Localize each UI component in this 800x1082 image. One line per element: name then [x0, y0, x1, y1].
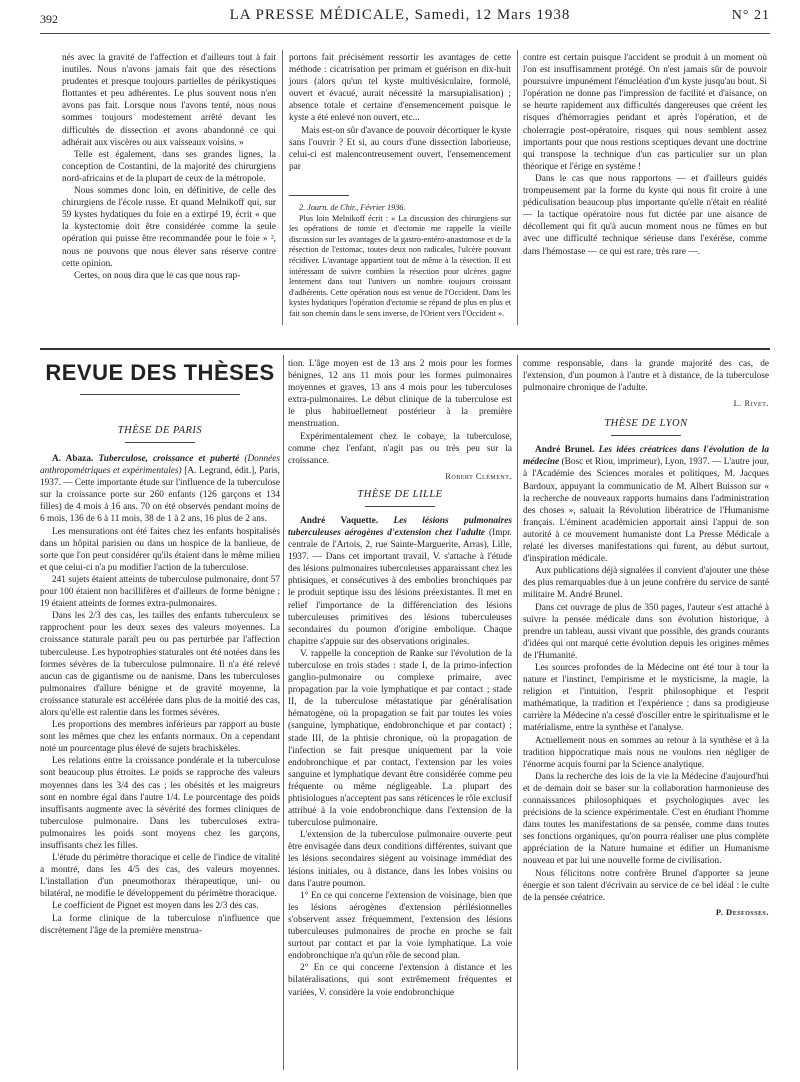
paragraph: Dans le cas que nous rapportons — et d'ailleurs guidés trompeusement par la forme du kyste qui nous fit croire à une pédiculisation beaucoup plus importante qu'elle n'était en réalité — la tactique opératoire nous fut dictée par une aisance de décollement qui fit qu'à aucun moment nous ne fûmes en but avec une difficulté technique sérieuse dans l'exérèse, comme dans l'hémostase — ce qui est rare, très rare —.: [523, 173, 767, 257]
thesis-author: André Brunel.: [535, 445, 595, 456]
title-rule: [80, 394, 240, 395]
thesis-title: Les lésions pulmonaires tuberculeuses aérogènes d'extension chez l'adulte: [288, 515, 513, 538]
top-column-2: [289, 52, 511, 173]
paragraph: comme responsable, dans la grande majorité des cas, de l'extension, d'un poumon à l'autre et à distance, de la tuberculose pulmonaire chronique de l'adulte.: [523, 359, 769, 394]
thesis-lille-heading: THÈSE DE LILLE: [288, 489, 512, 507]
paragraph: Dans cet ouvrage de plus de 350 pages, l'auteur s'est attaché à suivre la pensée médicale dans son évolution historique, à prendre un tableau, aussi vivant que possible, des grands courants d'idées qui ont marqué cette évolution depuis les origines mêmes de l'Humanité.: [523, 602, 769, 661]
paragraph: 241 sujets étaient atteints de tuberculose pulmonaire, dont 57 pour 100 étaient non bacillifères et d'ailleurs de forme bénigne ; 19 étaient atteints de formes extra-pulmonaires.: [40, 574, 280, 610]
issue-number: N° 21: [731, 8, 770, 23]
paragraph: Actuellement nous en sommes au retour à la synthèse et à la tradition hippocratique mais nous ne voulons rien négliger de l'énorme acquis fourni par la Science analytique.: [523, 735, 769, 770]
paragraph: 2° En ce qui concerne l'extension à distance et les bilatéralisations, qui sont extrêmement fréquentes et variées, V. considère la voie endobronchique: [288, 963, 512, 998]
thesis-paris-heading: THÈSE DE PARIS: [40, 425, 280, 443]
section-rule: [40, 348, 770, 350]
paragraph: Certes, on nous dira que le cas que nous rap-: [74, 270, 241, 281]
paragraph: Nous félicitons notre confrère Brunel d'apporter sa jeune énergie et son talent d'écrivain au service de ce bel idéal : le culte de la pensée créatrice.: [523, 868, 769, 903]
thesis-vaquette: [288, 515, 512, 999]
paragraph: 1° En ce qui concerne l'extension de voisinage, bien que les lésions aérogènes d'extension périlésionnelles s'observent assez fréquemment, l'extension des lésions tuberculeuses pulmonaires de proche en proche se fait surtout par contact et par la voie lymphatique. La voie endobronchique n'a qu'un rôle de second plan.: [288, 890, 512, 962]
thesis-author: A. Abaza.: [52, 454, 94, 464]
paragraph: tion. L'âge moyen est de 13 ans 2 mois pour les formes bénignes, 12 ans 11 mois pour les formes pulmonaires moyennes et graves, 13 ans 4 mois pour les tuberculoses extra-pulmonaires. Le début clinique de la tuberculose est le plus habituellement postérieur à la première menstruation.: [288, 359, 512, 430]
thesis-lyon-heading: THÈSE DE LYON: [523, 418, 769, 436]
paragraph: nés avec la gravité de l'affection et d'ailleurs tout à fait inutiles. Nous n'avons jamais fait que des résections prudentes et presque toujours partielles de périkystiques flottantes et peu adhérentes. Le plus souvent nous n'en avons pas fait. Lorsque nous l'avons tenté, nous nous sommes toujours modestement arrêté devant les difficultés de dissection et avons abandonné ce qui adhérait aux viscères ou aux vaisseaux voisins. »: [62, 53, 276, 148]
paragraph: Dans la recherche des lois de la vie la Médecine d'aujourd'hui et de demain doit se baser sur la collaboration harmonieuse des connaissances philosophiques et psychologiques avec les précisions de la science expérimentale. C'est en étudiant l'homme dans toutes les manifestations de sa pensée, comme dans toutes ses fonctions organiques, qu'on pourra réaliser une plus complète appréciation de la Nature humaine et édifier un Humanisme nouveau et par lui une nouvelle forme de civilisation.: [523, 771, 769, 867]
thesis-brunel: [523, 444, 769, 904]
paragraph: contre est certain puisque l'accident se produit à un moment où l'on est insuffisamment protégé. On n'est jamais sûr de pouvoir poursuivre impunément l'énucléation d'un kyste jusqu'au bout. Si l'opération ne donne pas l'impression de facilité et d'aisance, on se heurte rapidement aux difficultés dangereuses que créent les risques d'hémorragies pendant et après l'opération, et de cholerragie post-opératoire, risques qui nous semblent assez importants pour que nous restions sceptiques devant une doctrine qui transpose la technique d'un cas particulier sur un plan théorique et l'érige en système !: [523, 53, 767, 172]
top-column-1: [62, 52, 276, 282]
column-divider: [283, 355, 284, 1070]
footnote-text: Plus loin Melnikoff écrit : « La discussion des chirurgiens sur les opérations de tomie et d'ectomie me rappelle la vieille discussion sur les avantages de la gastro-entéro-anastomose et de la résection de l'estomac, toutes deux non radicales, l'ulcère pouvant récidiver. L'avantage appartient tout de même à la résection. Il est intéressant de suivre combien la résection pour ulcères gagne lentement dans tout l'univers un nombre toujours croissant d'adhérents. Cette opération nous est venue de l'Occident. Dans les kystes hydatiques l'opération d'ectomie se répand de plus en plus et fait son chemin dans le sens inverse, de l'Orient vers l'Occident ».: [289, 213, 511, 318]
thesis-summary: (Impr. centrale de l'Artois, 2, rue Sainte-Marguerite, Arras), Lille, 1937. — Dans cet important travail, V. s'attache à l'étude des lésions pulmonaires tuberculeuses apparaissant chez les phtisiques, et consécutives à des embolies bronchiques par le produit septique issu des lésions préexistantes. Il met en relief l'importance de la différenciation des lésions tuberculeuses primitives des lésions tuberculeuses secondaires du poumon d'origine embolique. Chaque chapitre s'appuie sur des observations originales.: [288, 527, 512, 647]
section-title: REVUE DES THÈSES: [45, 360, 275, 385]
footnote-ref: 2. Journ. de Chir., Février 1936.: [299, 203, 406, 212]
paragraph: Nous sommes donc loin, en définitive, de celle des chirurgiens de l'école russe. Et quand Melnikoff qui, sur 59 kystes hydatiques du foie en a extirpé 19, écrit « que la kystectomie doit être considérée comme la seule opération qui puisse être recommandée pour le foie » ², nous ne pouvons que nous élever sans réserve contre cette opinion.: [62, 186, 276, 269]
revue-section: [40, 360, 280, 937]
paragraph: La forme clinique de la tuberculose n'influence que discrètement l'âge de la première menstrua-: [40, 913, 280, 936]
signature: P. Desfosses.: [715, 906, 769, 917]
thesis-summary: [A. Legrand, édit.], Paris, 1937. — Cette importante étude sur l'influence de la tuberculose sur la croissance porte sur 260 enfants (126 garçons et 134 filles) de 4 mois à 16 ans. 70 on été observés pendant moins de 6 mois, 136 de 6 à 11 mois, 38 de 1 à 2 ans, 16 plus de 2 ans.: [40, 466, 280, 525]
paragraph: Dans les 2/3 des cas, les tailles des enfants tuberculeux se rapprochent pour les deux sexes des valeurs moyennes. La croissance staturale paraît peu ou pas perturbée par l'affection tuberculeuse. Les hypotrophies staturales ont été notées dans les formes sévères de la tuberculose pulmonaire. Il n'a été relevé aucun cas de gigantisme ou de nanisme. Dans les tuberculoses pulmonaires d'allure bénigne et de gravité moyenne, la croissance staturale est accélérée dans plus de la moitié des cas, alors qu'elle est ralentie dans les formes sévères.: [40, 611, 280, 718]
paragraph: Telle est également, dans ses grandes lignes, la conception de Costantini, de la majorité des chirurgiens nord-africains et de la plupart de ceux de la métropole.: [62, 149, 276, 184]
paragraph: Le coefficient de Pignet est moyen dans les 2/3 des cas.: [52, 901, 259, 912]
thesis-summary: (Bosc et Riou, imprimeur), Lyon, 1937. — L'autre jour, à l'Académie des Sciences morales et politiques, M. Jacques Bardoux, appuyant la communicatio de M. Albert Buisson sur « la recherche de nouveaux rapports humains dans l'administration des choses », saluait la Révolution libératrice de l'Humanisme français. L'éminent académicien apportait ainsi l'appui de son autorité à ce mouvement humaniste dont La Presse Médicale a relaté les diverses manifestations qui furent, au début surtout, d'inspiration médicale.: [523, 457, 769, 565]
thesis-title: Les idées créatrices dans l'évolution de la médecine: [523, 445, 769, 468]
paragraph: Mais est-on sûr d'avance de pouvoir décortiquer le kyste sans l'ouvrir ? Et si, au cours d'une dissection laborieuse, celui-ci est malencontreusement ouvert, l'ensemencement par: [289, 125, 511, 172]
footnote-rule: [289, 195, 349, 196]
signature: Robert Clément.: [445, 470, 512, 481]
thesis-subtitle: (Données anthropométriques et expérimentales): [40, 454, 281, 477]
paragraph: V. rappelle la conception de Ranke sur l'évolution de la tuberculose en trois stades : stade I, de la primo-infection ganglio-pulmonaire ou complexe primaire, avec propagation par la voie lymphatique et par contact ; stade II, de la tuberculose métastatique par généralisation hématogène, où la propagation se fait par toutes les voies (sanguine, lymphatique, endobronchique et par contact) ; stade III, de la phtisie chronique, où la propagation de l'infection se fait presque uniquement par la voie endobronchique et par contact, l'extension par les voies sanguine et lymphatique devant être considérée comme peu fréquente ou même négligeable. La plupart des phtisiologues n'acceptent pas sans réticences le rôle exclusif attribué à la voie endobronchique dans l'extension de la tuberculose pulmonaire.: [288, 648, 512, 829]
paragraph: L'extension de la tuberculose pulmonaire ouverte peut être envisagée dans deux conditions différentes, suivant que les lésions secondaires siègent au voisinage immédiat des lésions initiales, ou à distance, dans les lobes voisins ou dans l'autre poumon.: [288, 830, 512, 889]
footnote: [289, 203, 511, 320]
revue-column-2: [288, 358, 512, 999]
column-divider: [517, 50, 518, 325]
top-column-3: [523, 52, 767, 258]
paragraph: Les mensurations ont été faites chez les enfants hospitalisés dans un hôpital parisien ou dans un hospice de la banlieue, de sorte que l'on peut considérer qu'ils étaient dans le même milieu et que celui-ci n'a pu modifier l'action de la tuberculose.: [40, 526, 280, 573]
header-rule: [40, 33, 770, 34]
paragraph: Les sources profondes de la Médecine ont été tour à tour la nature et l'instinct, l'empirisme et le mysticisme, la magie, la religion et l'intuition, l'esprit philosophique et l'esprit mathématique, la tradition et l'expérience ; dans sa prodigieuse carrière la Médecine n'a cessé d'osciller entre le spiritualisme et le matérialisme, entre la synthèse et l'analyse.: [523, 662, 769, 734]
thesis-abaza: [40, 453, 280, 937]
revue-column-3: [523, 358, 769, 917]
thesis-intro: [523, 444, 769, 565]
paragraph: Les relations entre la croissance pondérale et la tuberculose sont beaucoup plus étroites. Le poids se rapproche des valeurs moyennes dans les 3/4 des cas ; les obésités et les maigreurs sont en nombre égal dans l'autre 1/4. Le pourcentage des poids insuffisants augmente avec la sévérité des formes cliniques de tuberculose pulmonaire. Dans les tuberculoses extra-pulmonaires les poids sont moyens chez les garçons, insuffisants chez les filles.: [40, 756, 280, 851]
thesis-intro: [40, 453, 280, 526]
column-divider: [282, 50, 283, 325]
thesis-author: André Vaquette.: [300, 515, 379, 526]
paragraph: portons fait précisément ressortir les avantages de cette méthode : cicatrisation per primam et guérison en dix-huit jours (alors qu'un tel kyste multivésiculaire, formolé, ouvert et évacué, aurait nécessité la marsupialisation) ; absence totale et certaine d'ensemencement puisque le kyste a été enlevé non ouvert, etc...: [289, 53, 511, 124]
paragraph: Aux publications déjà signalées il convient d'ajouter une thèse des plus remarquables due à un jeune confrère du service de santé militaire M. André Brunel.: [523, 566, 769, 601]
paragraph: Expérimentalement chez le cobaye, la tuberculose, comme chez l'enfant, n'agit pas ou très peu sur la croissance.: [288, 431, 512, 466]
signature: L. Rivet.: [733, 398, 769, 409]
paragraph: Les proportions des membres inférieurs par rapport au buste sont les mêmes que chez les enfants normaux. On a cependant noté un pourcentage plus élevé de sujets brachiskèles.: [40, 720, 280, 755]
page-number: 392: [40, 12, 58, 26]
thesis-title: Tuberculose, croissance et puberté: [98, 454, 240, 464]
journal-title: LA PRESSE MÉDICALE, Samedi, 12 Mars 1938: [229, 7, 571, 23]
column-divider: [517, 355, 518, 1070]
thesis-intro: [288, 515, 512, 648]
paragraph: L'étude du périmètre thoracique et celle de l'indice de vitalité a montré, dans les 4/5 des cas, des valeurs moyennes. L'installation d'un pneumothorax thérapeutique, uni- ou bilatéral, ne modifie le développement du périmètre thoracique.: [40, 853, 280, 900]
